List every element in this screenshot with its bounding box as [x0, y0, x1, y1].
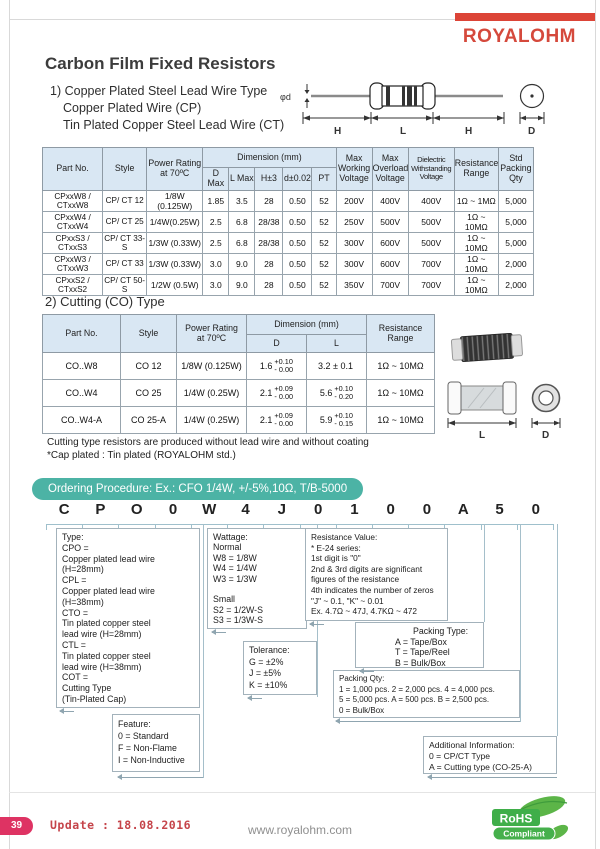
svg-text:φd: φd	[280, 92, 291, 102]
text-line: 4th indicates the number of zeros	[311, 584, 434, 595]
page-number-badge: 39	[0, 817, 33, 835]
website-url: www.royalohm.com	[247, 823, 353, 837]
col-header-dmax: D Max	[203, 168, 229, 191]
text-line: 5 = 5,000 pcs. A = 500 pcs. B = 2,500 pcs.	[339, 695, 490, 704]
code-char: P	[95, 501, 106, 518]
text-line: 1 = 1,000 pcs. 2 = 2,000 pcs. 4 = 4,000 pcs.	[339, 684, 495, 694]
table-cell: 1/8W (0.125W)	[147, 190, 203, 211]
text-line: B = Bulk/Box	[395, 657, 446, 668]
code-char: 0	[422, 501, 432, 518]
code-char: 0	[531, 501, 540, 518]
table-cell: 2.5	[203, 211, 229, 232]
col-header-part-no: Part No.	[43, 315, 121, 353]
table-cell: CPxxW8 / CTxxW8	[43, 190, 103, 211]
table-cell: CP/ CT 50-S	[104, 275, 146, 294]
text-line: Tolerance:	[249, 645, 290, 655]
table-cell: 1Ω ~ 1MΩ	[454, 190, 498, 211]
table-cell: 300V	[336, 253, 372, 274]
table-cell: 1Ω ~ 10MΩ	[367, 407, 435, 434]
frame-footer-rule	[9, 792, 595, 793]
text-line: COT =	[62, 672, 88, 683]
connector-line	[203, 524, 204, 778]
col-header-part-no: Part No.	[43, 148, 103, 191]
table-cell: 1/2W (0.5W)	[147, 274, 203, 295]
pointer-arrow	[60, 711, 74, 712]
d-dimension	[532, 418, 560, 440]
text-line: Copper plated lead wire	[62, 585, 155, 596]
table-cell: 28	[255, 253, 283, 274]
code-char: O	[130, 501, 143, 518]
table-cell: 1/4W (0.25W)	[177, 407, 247, 434]
table-cell: 1Ω ~ 10MΩ	[454, 274, 498, 295]
text-line: A = Tape/Box	[395, 636, 447, 647]
code-char: 4	[241, 501, 250, 518]
resistor-dimension-diagram	[278, 76, 590, 140]
table-cell: 1/3W (0.33W)	[147, 253, 203, 274]
table-cell: 5,000	[498, 232, 533, 253]
code-char: 1	[350, 501, 359, 518]
text-line: W3 = 1/3W	[213, 573, 257, 584]
table-cell: CPxxW4 / CTxxW4	[43, 211, 103, 232]
ordering-procedure-banner: Ordering Procedure: Ex.: CFO 1/4W, +/-5%,10Ω, T/B-5000	[32, 478, 363, 500]
text-line: figures of the resistance	[311, 574, 400, 585]
table-cell: 5.6 +0.10 - 0.20	[307, 380, 367, 407]
text-line: 0 = Standard	[118, 731, 169, 741]
text-line: 0 = Bulk/Box	[339, 705, 385, 715]
table-cell: 52	[312, 211, 336, 232]
col-header-resistance: Resistance Range	[367, 315, 435, 353]
svg-text:H: H	[465, 126, 473, 137]
frame-right	[595, 0, 596, 849]
table-cell: 1.6 +0.10 - 0.00	[247, 353, 307, 380]
table-cell: 1Ω ~ 10MΩ	[454, 211, 498, 232]
table-cell: 6.8	[229, 211, 255, 232]
svg-text:L: L	[479, 430, 486, 440]
table-cell: 700V	[408, 253, 454, 274]
table-cell: 2.5	[203, 232, 229, 253]
table-cell: 1/4W (0.25W)	[177, 380, 247, 407]
text-line: G = ±2%	[249, 656, 284, 667]
header-row-1	[43, 315, 435, 335]
table-cell: 500V	[372, 211, 408, 232]
col-header-pt: PT	[312, 168, 336, 191]
table-cell: 28	[255, 190, 283, 211]
text-line: Feature:	[118, 719, 151, 729]
type-line-2: Copper Plated Wire (CP)	[63, 101, 202, 115]
pointer-arrow	[310, 624, 324, 625]
table-cell: 3.0	[203, 274, 229, 295]
text-line: Normal	[213, 542, 242, 553]
table-cell: 5,000	[498, 211, 533, 232]
table-row	[43, 407, 435, 434]
type-line-3: Tin Plated Copper Steel Lead Wire (CT)	[63, 118, 285, 132]
power-temp-label: at 70ºC	[160, 167, 190, 178]
table-cell: 0.50	[283, 253, 312, 274]
col-header-lmax: L Max	[229, 168, 255, 191]
text-line: K = ±10%	[249, 679, 288, 690]
col-header-std-packing: Std Packing Qty	[498, 148, 533, 191]
col-header-d: D	[247, 335, 307, 353]
table-cell: CO..W4-A	[43, 407, 121, 434]
cutting-type-table	[42, 314, 435, 434]
table-cell: 200V	[336, 190, 372, 211]
table-cell: 2.1 +0.09 - 0.00	[247, 380, 307, 407]
type-line-1: 1) Copper Plated Steel Lead Wire Type	[50, 84, 268, 98]
text-line: T = Tape/Reel	[395, 647, 450, 657]
table-row	[43, 190, 534, 211]
text-line	[213, 584, 301, 594]
table-cell: CP/ CT 33	[103, 253, 147, 274]
code-char: W	[202, 501, 217, 518]
table-cell: 3.0	[203, 253, 229, 274]
table-cell: CO 25	[121, 380, 177, 407]
svg-text:D: D	[542, 430, 550, 440]
table-cell: CO 12	[121, 353, 177, 380]
table-cell: 2,000	[498, 274, 533, 295]
table-cell: 5.9 +0.10 - 0.15	[307, 407, 367, 434]
table-cell: 1.85	[203, 190, 229, 211]
table-cell: 2,000	[498, 253, 533, 274]
table-cell: 300V	[336, 232, 372, 253]
text-line: Tin plated copper steel	[62, 618, 151, 629]
power-label: Power Rating	[185, 322, 238, 333]
update-date: Update : 18.08.2016	[50, 818, 192, 832]
cutting-type-illustrations	[440, 326, 590, 440]
text-line: F = Non-Flame	[118, 743, 177, 753]
table-cell: 5,000	[498, 190, 533, 211]
table-cell: 600V	[372, 253, 408, 274]
rohs-compliant-logo	[492, 796, 570, 844]
table-cell: 52	[312, 232, 336, 253]
lead-wire-type-heading	[50, 83, 284, 134]
pointer-arrow	[360, 671, 374, 672]
text-line: S3 = 1/3W-S	[213, 615, 263, 626]
table-cell: 0.50	[283, 274, 312, 295]
tolerance-legend-box	[243, 641, 317, 695]
text-line: W8 = 1/8W	[213, 552, 257, 563]
connector-line	[484, 524, 485, 622]
page-title: Carbon Film Fixed Resistors	[45, 54, 276, 73]
svg-text:RoHS: RoHS	[499, 811, 533, 826]
brand-logo: ROYALOHM	[462, 26, 576, 47]
code-char: A	[457, 501, 469, 518]
text-line: (H=38mm)	[62, 596, 104, 607]
table-row	[43, 274, 534, 295]
table-cell: 52	[312, 274, 336, 295]
table-cell: 1Ω ~ 10MΩ	[367, 353, 435, 380]
col-header-h: H±3	[255, 168, 283, 191]
text-line: lead wire (H=28mm)	[62, 629, 142, 640]
text-line: Resistance Value:	[311, 532, 378, 542]
table-cell: 350V	[336, 274, 372, 295]
col-header-max-working: Max Working Voltage	[336, 148, 372, 191]
text-line: * E-24 series:	[311, 542, 361, 553]
table-cell: 3.5	[229, 190, 255, 211]
table-cell: 700V	[372, 274, 408, 295]
svg-text:Compliant: Compliant	[503, 828, 545, 839]
table-cell: 9.0	[229, 253, 255, 274]
text-line: Tin plated copper steel	[62, 650, 151, 661]
pointer-arrow	[212, 632, 226, 633]
table-cell: CO..W4	[43, 380, 121, 407]
additional-info-title: Additional Information:	[429, 740, 515, 750]
table-cell: 52	[312, 253, 336, 274]
col-header-dimension: Dimension (mm)	[247, 315, 367, 335]
text-line: lead wire (H=38mm)	[62, 661, 142, 672]
col-header-dimension: Dimension (mm)	[203, 148, 336, 168]
section-2-heading: 2) Cutting (CO) Type	[45, 294, 165, 309]
text-line: (Tin-Plated Cap)	[62, 693, 127, 704]
table-cell: 1/3W (0.33W)	[147, 232, 203, 253]
resistance-value-legend-box	[305, 528, 448, 621]
text-line: 1st digit is "0"	[311, 553, 361, 564]
feature-legend-box	[112, 714, 200, 772]
connector-line	[557, 524, 558, 736]
l-dimension	[448, 418, 516, 440]
text-line: J = ±5%	[249, 668, 281, 678]
table-cell: 600V	[372, 232, 408, 253]
table-cell: 1/8W (0.125W)	[177, 353, 247, 380]
frame-left	[9, 0, 10, 849]
table-cell: 1/4W(0.25W)	[147, 211, 203, 232]
header-row-1	[43, 148, 534, 168]
note-line-2: *Cap plated : Tin plated (ROYALOHM std.)	[47, 450, 236, 461]
code-char: 5	[495, 501, 504, 518]
col-header-style: Style	[103, 148, 147, 191]
table-cell: 2.1 +0.09 - 0.00	[247, 407, 307, 434]
table-cell: 500V	[408, 211, 454, 232]
table-cell: 28	[255, 274, 283, 295]
text-line: Ex. 4.7Ω ~ 47J, 4.7KΩ ~ 472	[311, 606, 418, 617]
end-view	[520, 85, 544, 138]
table-cell: 52	[312, 190, 336, 211]
table-cell: 0.50	[283, 232, 312, 253]
code-char: J	[277, 501, 286, 518]
table-cell: CP/ CT 12	[103, 190, 147, 211]
pointer-arrow	[336, 721, 520, 722]
text-line: Type:	[62, 532, 84, 542]
hlh-dimension-lines	[303, 112, 504, 137]
text-line: "J" ~ 0.1, "K" ~ 0.01	[311, 595, 384, 606]
additional-info-legend-box	[423, 736, 557, 774]
table-cell: 1Ω ~ 10MΩ	[367, 380, 435, 407]
cutting-resistor-photo	[451, 333, 523, 363]
text-line: Wattage:	[213, 532, 248, 542]
power-label: Power Rating	[148, 158, 202, 168]
table-cell: 1Ω ~ 10MΩ	[454, 232, 498, 253]
col-header-dielectric: Dielectric Withstanding Voltage	[408, 148, 454, 191]
col-header-resistance: Resistance Range	[454, 148, 498, 191]
code-char: 0	[386, 501, 395, 518]
table-row	[43, 253, 534, 274]
packing-type-title: Packing Type:	[413, 626, 469, 636]
ring-end-view	[533, 385, 560, 412]
table-row	[43, 232, 534, 253]
table-row	[43, 211, 534, 232]
svg-text:D: D	[528, 126, 536, 137]
table-cell: CO 25-A	[121, 407, 177, 434]
table-cell: CPxxS2 / CTxxS2	[43, 274, 103, 295]
col-header-d: d±0.02	[283, 168, 312, 191]
table-cell: CO..W8	[43, 353, 121, 380]
table-cell: 500V	[408, 232, 454, 253]
col-header-style: Style	[121, 315, 177, 353]
additional-info-items	[429, 751, 551, 773]
type-legend-box	[56, 528, 200, 708]
text-line: Packing Qty:	[339, 674, 385, 683]
connector-line	[520, 524, 521, 722]
ordering-code-row	[46, 501, 554, 518]
table-cell: CP/ CT 33-S	[104, 233, 146, 252]
table-cell: 700V	[408, 274, 454, 295]
packing-qty-legend-box	[333, 670, 520, 718]
text-line: I = Non-Inductive	[118, 755, 185, 765]
text-line: (H=28mm)	[62, 564, 104, 575]
phi-d-callout	[280, 84, 310, 108]
text-line: Cutting Type	[62, 683, 112, 694]
pointer-arrow	[118, 777, 203, 778]
text-line: CPL =	[62, 575, 87, 586]
resistor-body	[370, 83, 435, 109]
text-line: Small	[213, 594, 235, 605]
table-row	[43, 380, 435, 407]
text-line: 2nd & 3rd digits are significant	[311, 563, 423, 574]
col-header-power	[147, 148, 203, 191]
svg-text:H: H	[334, 126, 342, 137]
svg-text:L: L	[400, 126, 407, 137]
table-cell: 1Ω ~ 10MΩ	[454, 253, 498, 274]
table-cell: 0.50	[283, 190, 312, 211]
table-cell: CPxxW3 / CTxxW3	[43, 253, 103, 274]
table-cell: 0.50	[283, 211, 312, 232]
cutting-resistor-drawing	[448, 382, 516, 414]
table-cell: 28/38	[255, 232, 283, 253]
table-cell: 400V	[408, 190, 454, 211]
table-cell: 6.8	[229, 232, 255, 253]
wattage-legend-box	[207, 528, 307, 629]
pointer-arrow	[428, 777, 557, 778]
top-accent-bar	[455, 13, 595, 21]
code-char: 0	[313, 501, 323, 518]
note-line-1: Cutting type resistors are produced without lead wire and without coating	[47, 437, 369, 448]
col-header-power	[177, 315, 247, 353]
packing-type-items	[361, 637, 478, 669]
table-cell: 400V	[372, 190, 408, 211]
text-line: CTO =	[62, 607, 88, 618]
table-cell: 28/38	[255, 211, 283, 232]
text-line: CPO =	[62, 542, 89, 553]
col-header-max-overload: Max Overload Voltage	[372, 148, 408, 191]
text-line: W4 = 1/4W	[213, 563, 257, 574]
col-header-l: L	[307, 335, 367, 353]
text-line: Copper plated lead wire	[62, 553, 155, 564]
text-line: S2 = 1/2W-S	[213, 604, 263, 615]
cp-ct-spec-table	[42, 147, 534, 296]
text-line: 0 = CP/CT Type	[429, 750, 491, 761]
text-line: CTL =	[62, 639, 86, 650]
table-row	[43, 353, 435, 380]
pointer-arrow	[248, 698, 262, 699]
text-line: A = Cutting type (CO-25-A)	[429, 761, 532, 772]
power-temp-label: at 70ºC	[196, 332, 227, 343]
table-cell: 250V	[336, 211, 372, 232]
packing-type-legend-box	[355, 622, 484, 668]
table-cell: CPxxS3 / CTxxS3	[43, 232, 103, 253]
table-cell: 9.0	[229, 274, 255, 295]
code-char: C	[58, 501, 70, 518]
table-cell: 3.2 ± 0.1	[307, 353, 367, 380]
table-cell: CP/ CT 25	[103, 211, 147, 232]
code-char: 0	[168, 501, 178, 518]
